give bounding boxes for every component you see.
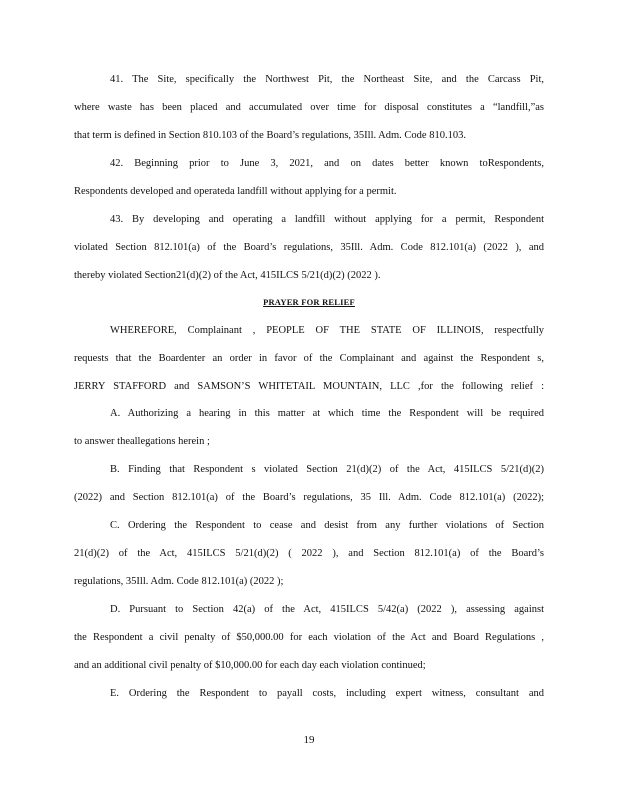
text-line: 43. By developing and operating a landfill without applying for a permit, Respondent: [110, 214, 544, 225]
text-line: the Respondent a civil penalty of $50,000.00 for each violation of the Act and Board Regulations ,: [74, 632, 544, 643]
text-line: to answer theallegations herein ;: [74, 436, 210, 447]
text-line: Respondents developed and operateda landfill without applying for a permit.: [74, 186, 397, 197]
text-line: 21(d)(2) of the Act, 415ILCS 5/21(d)(2) ( 2022 ), and Section 812.101(a) of the Board’s: [74, 548, 544, 559]
text-line: (2022) and Section 812.101(a) of the Board’s regulations, 35 Ill. Adm. Code 812.101(a) (2022);: [74, 492, 544, 503]
text-line: regulations, 35Ill. Adm. Code 812.101(a) (2022 );: [74, 576, 284, 587]
text-line: D. Pursuant to Section 42(a) of the Act, 415ILCS 5/42(a) (2022 ), assessing against: [110, 604, 544, 615]
text-line: B. Finding that Respondent s violated Section 21(d)(2) of the Act, 415ILCS 5/21(d)(2): [110, 464, 544, 475]
page-number: 19: [303, 734, 315, 746]
text-line: C. Ordering the Respondent to cease and desist from any further violations of Section: [110, 520, 544, 531]
section-heading: PRAYER FOR RELIEF: [263, 297, 355, 307]
text-line: 41. The Site, specifically the Northwest Pit, the Northeast Site, and the Carcass Pit,: [110, 74, 544, 85]
text-line: requests that the Boardenter an order in favor of the Complainant and against the Respondent s,: [74, 353, 544, 364]
text-line: violated Section 812.101(a) of the Board’s regulations, 35Ill. Adm. Code 812.101(a) (2022 ), and: [74, 242, 544, 253]
text-line: A. Authorizing a hearing in this matter at which time the Respondent will be required: [110, 408, 544, 419]
text-line: that term is defined in Section 810.103 of the Board’s regulations, 35Ill. Adm. Code 810.103.: [74, 130, 466, 141]
text-line: where waste has been placed and accumulated over time for disposal constitutes a “landfill,”as: [74, 102, 544, 113]
text-line: and an additional civil penalty of $10,000.00 for each day each violation continued;: [74, 660, 426, 671]
text-line: thereby violated Section21(d)(2) of the Act, 415ILCS 5/21(d)(2) (2022 ).: [74, 270, 381, 281]
text-line: 42. Beginning prior to June 3, 2021, and on dates better known toRespondents,: [110, 158, 544, 169]
text-line: WHEREFORE, Complainant , PEOPLE OF THE STATE OF ILLINOIS, respectfully: [110, 325, 544, 336]
text-line: E. Ordering the Respondent to payall costs, including expert witness, consultant and: [110, 688, 544, 699]
text-line: JERRY STAFFORD and SAMSON’S WHITETAIL MOUNTAIN, LLC ,for the following relief :: [74, 381, 544, 392]
